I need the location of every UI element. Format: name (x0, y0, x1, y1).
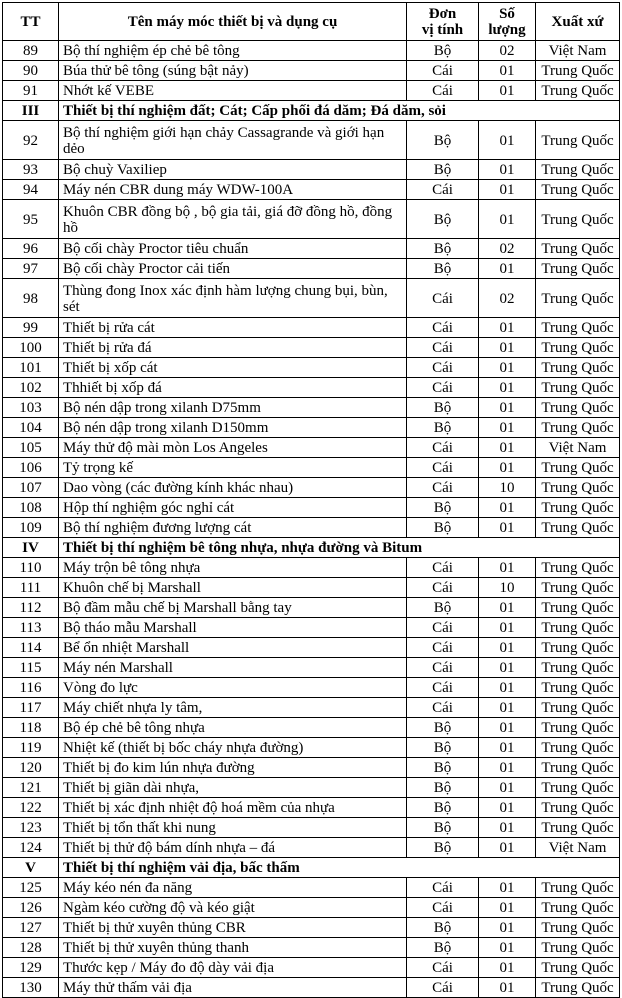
cell-qty: 01 (479, 200, 536, 239)
cell-name: Bộ tháo mẫu Marshall (59, 618, 407, 638)
cell-tt: 101 (3, 358, 59, 378)
cell-name: Khuôn chế bị Marshall (59, 578, 407, 598)
table-row (3, 818, 620, 838)
cell-name: Thiết bị thử xuyên thủng thanh (59, 938, 407, 958)
cell-unit: Bộ (407, 239, 479, 259)
cell-unit: Cái (407, 558, 479, 578)
cell-qty: 01 (479, 718, 536, 738)
cell-unit: Cái (407, 698, 479, 718)
cell-name: Bộ nén dập trong xilanh D150mm (59, 418, 407, 438)
table-row (3, 658, 620, 678)
cell-name: Bộ nén dập trong xilanh D75mm (59, 398, 407, 418)
cell-qty: 01 (479, 898, 536, 918)
cell-name: Khuôn CBR đồng bộ , bộ gia tải, giá đỡ đồng hồ, đồng hồ (59, 200, 407, 239)
cell-tt: 97 (3, 259, 59, 279)
cell-tt: 126 (3, 898, 59, 918)
cell-name: Máy thử độ mài mòn Los Angeles (59, 438, 407, 458)
section-number: III (3, 101, 59, 121)
cell-origin: Trung Quốc (536, 598, 620, 618)
cell-qty: 01 (479, 938, 536, 958)
cell-qty: 10 (479, 478, 536, 498)
cell-qty: 01 (479, 738, 536, 758)
cell-origin: Trung Quốc (536, 618, 620, 638)
cell-unit: Cái (407, 978, 479, 998)
cell-qty: 01 (479, 160, 536, 180)
header-name: Tên máy móc thiết bị và dụng cụ (59, 3, 407, 41)
cell-qty: 01 (479, 498, 536, 518)
cell-tt: 123 (3, 818, 59, 838)
cell-name: Thiết bị rửa đá (59, 338, 407, 358)
table-row (3, 200, 620, 239)
cell-origin: Trung Quốc (536, 398, 620, 418)
cell-tt: 105 (3, 438, 59, 458)
table-row (3, 758, 620, 778)
cell-tt: 98 (3, 279, 59, 318)
cell-origin: Trung Quốc (536, 758, 620, 778)
cell-origin: Trung Quốc (536, 778, 620, 798)
cell-unit: Cái (407, 458, 479, 478)
cell-qty: 02 (479, 279, 536, 318)
cell-origin: Trung Quốc (536, 418, 620, 438)
section-row (3, 858, 620, 878)
table-row (3, 598, 620, 618)
cell-name: Bộ chuỳ Vaxiliep (59, 160, 407, 180)
cell-unit: Bộ (407, 418, 479, 438)
cell-qty: 01 (479, 758, 536, 778)
cell-name: Nhiệt kế (thiết bị bốc cháy nhựa đường) (59, 738, 407, 758)
cell-qty: 02 (479, 239, 536, 259)
cell-tt: 90 (3, 61, 59, 81)
cell-name: Máy kéo nén đa năng (59, 878, 407, 898)
cell-origin: Trung Quốc (536, 518, 620, 538)
cell-name: Thước kẹp / Máy đo độ dày vải địa (59, 958, 407, 978)
header-qty-line1: Số (499, 5, 515, 22)
cell-name: Thiết bị xốp cát (59, 358, 407, 378)
cell-name: Thiết bị đo kim lún nhựa đường (59, 758, 407, 778)
cell-tt: 130 (3, 978, 59, 998)
cell-tt: 91 (3, 81, 59, 101)
cell-unit: Cái (407, 180, 479, 200)
cell-unit: Bộ (407, 200, 479, 239)
table-row (3, 978, 620, 998)
cell-qty: 01 (479, 918, 536, 938)
cell-tt: 114 (3, 638, 59, 658)
cell-tt: 89 (3, 41, 59, 61)
cell-unit: Cái (407, 678, 479, 698)
cell-name: Bộ ép chẻ bê tông nhựa (59, 718, 407, 738)
cell-tt: 92 (3, 121, 59, 160)
cell-qty: 01 (479, 458, 536, 478)
cell-unit: Bộ (407, 498, 479, 518)
table-row (3, 478, 620, 498)
cell-tt: 106 (3, 458, 59, 478)
cell-unit: Bộ (407, 918, 479, 938)
table-row (3, 338, 620, 358)
cell-unit: Cái (407, 358, 479, 378)
header-unit-line1: Đơn (428, 5, 457, 22)
cell-origin: Trung Quốc (536, 200, 620, 239)
cell-origin: Việt Nam (536, 838, 620, 858)
cell-unit: Cái (407, 578, 479, 598)
cell-unit: Bộ (407, 718, 479, 738)
cell-qty: 01 (479, 798, 536, 818)
cell-qty: 01 (479, 259, 536, 279)
table-row (3, 938, 620, 958)
cell-tt: 124 (3, 838, 59, 858)
cell-unit: Cái (407, 658, 479, 678)
header-unit-line2: vị tính (421, 21, 464, 38)
table-row (3, 458, 620, 478)
section-title: Thiết bị thí nghiệm đất; Cát; Cấp phối đá dăm; Đá dăm, sỏi (59, 101, 620, 121)
cell-name: Nhớt kế VEBE (59, 81, 407, 101)
cell-unit: Bộ (407, 259, 479, 279)
cell-origin: Trung Quốc (536, 818, 620, 838)
cell-tt: 115 (3, 658, 59, 678)
cell-qty: 01 (479, 658, 536, 678)
cell-qty: 01 (479, 678, 536, 698)
table-row (3, 918, 620, 938)
cell-origin: Trung Quốc (536, 698, 620, 718)
cell-origin: Trung Quốc (536, 678, 620, 698)
table-row (3, 778, 620, 798)
table-row (3, 180, 620, 200)
section-number: IV (3, 538, 59, 558)
cell-qty: 01 (479, 698, 536, 718)
cell-tt: 110 (3, 558, 59, 578)
cell-origin: Việt Nam (536, 41, 620, 61)
cell-unit: Bộ (407, 160, 479, 180)
header-tt: TT (3, 3, 59, 41)
cell-name: Thiết bị tổn thất khi nung (59, 818, 407, 838)
cell-qty: 10 (479, 578, 536, 598)
cell-origin: Trung Quốc (536, 160, 620, 180)
table-row (3, 958, 620, 978)
cell-name: Bộ cối chày Proctor tiêu chuẩn (59, 239, 407, 259)
table-row (3, 378, 620, 398)
table-row (3, 898, 620, 918)
table-row (3, 738, 620, 758)
cell-origin: Trung Quốc (536, 918, 620, 938)
cell-unit: Cái (407, 61, 479, 81)
cell-origin: Trung Quốc (536, 121, 620, 160)
cell-origin: Trung Quốc (536, 498, 620, 518)
cell-origin: Trung Quốc (536, 318, 620, 338)
cell-unit: Cái (407, 378, 479, 398)
cell-qty: 01 (479, 778, 536, 798)
table-row (3, 160, 620, 180)
cell-unit: Bộ (407, 738, 479, 758)
cell-qty: 01 (479, 418, 536, 438)
cell-name: Thiết bị xác định nhiệt độ hoá mềm của nhựa (59, 798, 407, 818)
table-row (3, 239, 620, 259)
cell-qty: 01 (479, 818, 536, 838)
cell-origin: Trung Quốc (536, 180, 620, 200)
section-number: V (3, 858, 59, 878)
cell-qty: 01 (479, 180, 536, 200)
cell-qty: 01 (479, 398, 536, 418)
cell-name: Thùng đong Inox xác định hàm lượng chung bụi, bùn, sét (59, 279, 407, 318)
cell-qty: 01 (479, 558, 536, 578)
cell-name: Dao vòng (các đường kính khác nhau) (59, 478, 407, 498)
table-row (3, 558, 620, 578)
cell-tt: 112 (3, 598, 59, 618)
cell-unit: Bộ (407, 121, 479, 160)
cell-qty: 01 (479, 338, 536, 358)
cell-unit: Bộ (407, 41, 479, 61)
cell-origin: Trung Quốc (536, 878, 620, 898)
cell-unit: Bộ (407, 398, 479, 418)
header-qty-line2: lượng (488, 21, 526, 38)
cell-name: Tỷ trọng kế (59, 458, 407, 478)
header-origin: Xuất xứ (536, 3, 620, 41)
cell-origin: Trung Quốc (536, 658, 620, 678)
cell-origin: Trung Quốc (536, 358, 620, 378)
cell-qty: 01 (479, 318, 536, 338)
cell-unit: Bộ (407, 798, 479, 818)
cell-tt: 119 (3, 738, 59, 758)
cell-origin: Trung Quốc (536, 81, 620, 101)
cell-tt: 100 (3, 338, 59, 358)
cell-tt: 109 (3, 518, 59, 538)
cell-tt: 111 (3, 578, 59, 598)
cell-origin: Trung Quốc (536, 378, 620, 398)
cell-unit: Bộ (407, 758, 479, 778)
cell-qty: 01 (479, 598, 536, 618)
cell-name: Bộ thí nghiệm giới hạn chảy Cassagrande và giới hạn dẻo (59, 121, 407, 160)
cell-origin: Trung Quốc (536, 738, 620, 758)
cell-name: Bộ thí nghiệm ép chẻ bê tông (59, 41, 407, 61)
table-row (3, 358, 620, 378)
cell-tt: 128 (3, 938, 59, 958)
cell-qty: 01 (479, 618, 536, 638)
cell-name: Thiết bị rửa cát (59, 318, 407, 338)
cell-tt: 95 (3, 200, 59, 239)
cell-tt: 122 (3, 798, 59, 818)
cell-tt: 127 (3, 918, 59, 938)
cell-origin: Trung Quốc (536, 978, 620, 998)
cell-name: Vòng đo lực (59, 678, 407, 698)
cell-name: Thiết bị thử xuyên thủng CBR (59, 918, 407, 938)
table-body (3, 41, 620, 998)
cell-tt: 113 (3, 618, 59, 638)
table-row (3, 678, 620, 698)
cell-origin: Trung Quốc (536, 458, 620, 478)
cell-name: Bể ổn nhiệt Marshall (59, 638, 407, 658)
cell-tt: 107 (3, 478, 59, 498)
cell-origin: Trung Quốc (536, 938, 620, 958)
cell-tt: 118 (3, 718, 59, 738)
section-row (3, 101, 620, 121)
cell-name: Máy nén Marshall (59, 658, 407, 678)
cell-origin: Trung Quốc (536, 61, 620, 81)
cell-unit: Cái (407, 318, 479, 338)
cell-tt: 108 (3, 498, 59, 518)
cell-name: Bộ đầm mẫu chế bị Marshall bằng tay (59, 598, 407, 618)
cell-tt: 121 (3, 778, 59, 798)
cell-unit: Bộ (407, 778, 479, 798)
cell-tt: 129 (3, 958, 59, 978)
table-row (3, 438, 620, 458)
cell-tt: 94 (3, 180, 59, 200)
cell-unit: Bộ (407, 818, 479, 838)
cell-qty: 01 (479, 978, 536, 998)
section-title: Thiết bị thí nghiệm bê tông nhựa, nhựa đường và Bitum (59, 538, 620, 558)
cell-unit: Bộ (407, 938, 479, 958)
table-row (3, 498, 620, 518)
cell-qty: 01 (479, 638, 536, 658)
table-row (3, 638, 620, 658)
cell-unit: Bộ (407, 518, 479, 538)
cell-origin: Trung Quốc (536, 718, 620, 738)
table-row (3, 41, 620, 61)
cell-unit: Cái (407, 898, 479, 918)
table-row (3, 121, 620, 160)
cell-unit: Bộ (407, 838, 479, 858)
table-row (3, 279, 620, 318)
table-row (3, 698, 620, 718)
header-unit (407, 3, 479, 41)
cell-name: Máy nén CBR dung máy WDW-100A (59, 180, 407, 200)
cell-origin: Trung Quốc (536, 958, 620, 978)
cell-name: Ngàm kéo cường độ và kéo giật (59, 898, 407, 918)
cell-origin: Trung Quốc (536, 558, 620, 578)
cell-origin: Trung Quốc (536, 239, 620, 259)
cell-tt: 102 (3, 378, 59, 398)
table-row (3, 798, 620, 818)
table-row (3, 81, 620, 101)
cell-tt: 93 (3, 160, 59, 180)
cell-unit: Cái (407, 478, 479, 498)
cell-tt: 116 (3, 678, 59, 698)
cell-name: Thhiết bị xốp đá (59, 378, 407, 398)
cell-unit: Cái (407, 438, 479, 458)
cell-qty: 01 (479, 438, 536, 458)
table-header (3, 3, 620, 41)
table-row (3, 61, 620, 81)
cell-unit: Cái (407, 878, 479, 898)
cell-origin: Trung Quốc (536, 798, 620, 818)
table-row (3, 259, 620, 279)
cell-unit: Cái (407, 279, 479, 318)
table-row (3, 838, 620, 858)
cell-unit: Bộ (407, 598, 479, 618)
cell-qty: 01 (479, 878, 536, 898)
cell-origin: Trung Quốc (536, 898, 620, 918)
section-title: Thiết bị thí nghiệm vải địa, bấc thấm (59, 858, 620, 878)
table-row (3, 318, 620, 338)
table-row (3, 518, 620, 538)
cell-name: Thiết bị giãn dài nhựa, (59, 778, 407, 798)
cell-qty: 01 (479, 61, 536, 81)
cell-name: Máy thử thấm vải địa (59, 978, 407, 998)
cell-origin: Việt Nam (536, 438, 620, 458)
cell-qty: 01 (479, 358, 536, 378)
header-qty (479, 3, 536, 41)
cell-qty: 01 (479, 518, 536, 538)
cell-tt: 99 (3, 318, 59, 338)
cell-qty: 01 (479, 378, 536, 398)
cell-unit: Cái (407, 338, 479, 358)
cell-unit: Cái (407, 638, 479, 658)
cell-qty: 01 (479, 958, 536, 978)
table-row (3, 578, 620, 598)
cell-name: Máy chiết nhựa ly tâm, (59, 698, 407, 718)
cell-tt: 117 (3, 698, 59, 718)
table-row (3, 398, 620, 418)
cell-qty: 01 (479, 838, 536, 858)
cell-qty: 02 (479, 41, 536, 61)
cell-name: Búa thử bê tông (súng bật nảy) (59, 61, 407, 81)
cell-origin: Trung Quốc (536, 478, 620, 498)
cell-name: Bộ cối chày Proctor cải tiến (59, 259, 407, 279)
cell-name: Hộp thí nghiệm góc nghỉ cát (59, 498, 407, 518)
cell-tt: 125 (3, 878, 59, 898)
table-row (3, 418, 620, 438)
cell-unit: Cái (407, 958, 479, 978)
cell-origin: Trung Quốc (536, 279, 620, 318)
cell-origin: Trung Quốc (536, 338, 620, 358)
cell-tt: 104 (3, 418, 59, 438)
cell-unit: Cái (407, 81, 479, 101)
table-row (3, 618, 620, 638)
equipment-table (2, 2, 620, 998)
cell-origin: Trung Quốc (536, 638, 620, 658)
cell-name: Bộ thí nghiệm đương lượng cát (59, 518, 407, 538)
cell-qty: 01 (479, 81, 536, 101)
cell-name: Máy trộn bê tông nhựa (59, 558, 407, 578)
cell-unit: Cái (407, 618, 479, 638)
cell-name: Thiết bị thử độ bám dính nhựa – đá (59, 838, 407, 858)
cell-tt: 103 (3, 398, 59, 418)
cell-qty: 01 (479, 121, 536, 160)
section-row (3, 538, 620, 558)
table-row (3, 878, 620, 898)
cell-tt: 96 (3, 239, 59, 259)
table-row (3, 718, 620, 738)
cell-tt: 120 (3, 758, 59, 778)
cell-origin: Trung Quốc (536, 578, 620, 598)
cell-origin: Trung Quốc (536, 259, 620, 279)
